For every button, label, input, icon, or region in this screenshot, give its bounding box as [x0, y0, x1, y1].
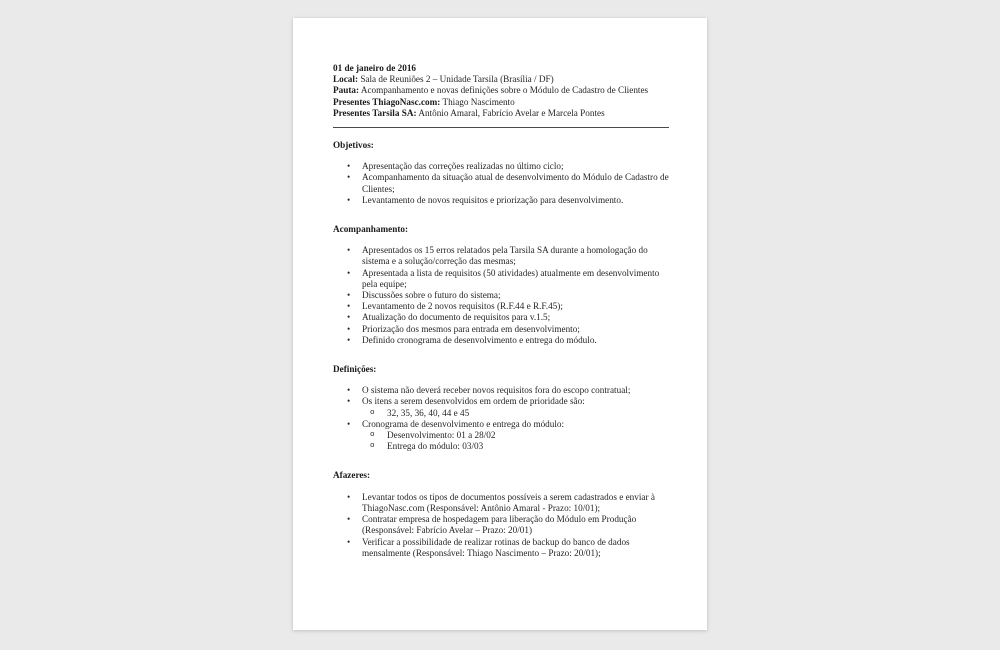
list-item: [333, 335, 669, 346]
header-field: [333, 74, 669, 85]
document-page: [293, 18, 707, 630]
section-title: Definições:: [333, 364, 377, 375]
list-item-text: Os itens a serem desenvolvidos em ordem de prioridade são:: [362, 396, 585, 407]
bullet-icon: •: [347, 418, 351, 429]
section-title: Afazeres:: [333, 470, 371, 481]
section-bullet-list: [333, 245, 669, 346]
bullet-icon: •: [347, 290, 351, 301]
header-fields: [333, 74, 669, 119]
list-item-text: Desenvolvimento: 01 a 28/02: [387, 430, 496, 441]
document-date: 01 de janeiro de 2016: [333, 63, 417, 73]
bullet-icon: •: [347, 536, 351, 547]
list-item: [333, 245, 669, 267]
list-item-text: Contratar empresa de hospedagem para liberação do Módulo em Produção (Responsável: Fabrício Avelar – Prazo: 20/01): [362, 514, 637, 536]
list-item: [333, 430, 669, 441]
list-item-text: Cronograma de desenvolvimento e entrega do módulo:: [362, 418, 565, 429]
meeting-minutes-document: [333, 63, 669, 559]
list-item-text: Entrega do módulo: 03/03: [387, 441, 484, 452]
bullet-icon: •: [347, 323, 351, 334]
header-field-label: Presentes ThiagoNasc.com:: [333, 96, 441, 107]
bullet-icon: •: [347, 334, 351, 345]
list-item: [333, 492, 669, 514]
header-field: [333, 97, 669, 108]
list-item-text: Apresentados os 15 erros relatados pela Tarsila SA durante a homologação do sistema e a solução/correção das mesmas;: [362, 245, 648, 267]
list-item-text: Acompanhamento da situação atual de desenvolvimento do Módulo de Cadastro de Clientes;: [362, 172, 669, 194]
list-item-text: Apresentação das correções realizadas no último ciclo;: [362, 161, 564, 172]
list-item-text: Apresentada a lista de requisitos (50 atividades) atualmente em desenvolvimento pela equipe;: [362, 267, 660, 289]
list-item-text: Definido cronograma de desenvolvimento e entrega do módulo.: [362, 334, 597, 345]
bullet-icon: •: [347, 194, 351, 205]
section-bullet-list: [333, 161, 669, 206]
list-item: [333, 537, 669, 559]
list-item-text: Atualização do documento de requisitos para v.1.5;: [362, 312, 551, 323]
list-item: [333, 514, 669, 536]
header-field-value: Thiago Nascimento: [440, 96, 515, 107]
circle-bullet-icon: o: [370, 431, 375, 440]
section-title: Acompanhamento:: [333, 224, 409, 235]
bullet-icon: •: [347, 312, 351, 323]
list-item: [333, 268, 669, 290]
list-item: [333, 301, 669, 312]
list-item-text: Levantamento de 2 novos requisitos (R.F.44 e R.F.45);: [362, 301, 563, 312]
list-item: [333, 385, 669, 396]
list-item: [333, 419, 669, 430]
list-item-text: Levantar todos os tipos de documentos possíveis a serem cadastrados e enviar à ThiagoNasc.com (Responsável: Antônio Amaral - Prazo: 10/01);: [362, 491, 655, 513]
header-divider: [333, 127, 669, 128]
header-field: [333, 108, 669, 119]
bullet-icon: •: [347, 385, 351, 396]
list-item: [333, 312, 669, 323]
circle-bullet-icon: o: [370, 408, 375, 417]
header-field-value: Acompanhamento e novas definições sobre o Módulo de Cadastro de Clientes: [359, 85, 649, 96]
list-item-text: Priorização dos mesmos para entrada em desenvolvimento;: [362, 323, 580, 334]
sections: [333, 140, 669, 559]
list-item: [333, 290, 669, 301]
header-field-label: Presentes Tarsila SA:: [333, 107, 417, 118]
header-field: [333, 85, 669, 96]
section-bullet-list: [333, 492, 669, 559]
bullet-icon: •: [347, 396, 351, 407]
header-field-value: Sala de Reuniões 2 – Unidade Tarsila (Brasília / DF): [358, 74, 554, 85]
list-item: [333, 172, 669, 194]
header-field-label: Pauta:: [333, 85, 360, 96]
header-field-label: Local:: [333, 74, 359, 85]
list-item: [333, 161, 669, 172]
list-item: [333, 195, 669, 206]
section-bullet-list: [333, 385, 669, 452]
bullet-icon: •: [347, 491, 351, 502]
header-field-value: Antônio Amaral, Fabrício Avelar e Marcela Pontes: [416, 107, 605, 118]
list-item-text: Discussões sobre o futuro do sistema;: [362, 290, 501, 301]
list-item-text: O sistema não deverá receber novos requisitos fora do escopo contratual;: [362, 385, 631, 396]
bullet-icon: •: [347, 172, 351, 183]
list-item: [333, 408, 669, 419]
list-item: [333, 324, 669, 335]
circle-bullet-icon: o: [370, 442, 375, 451]
bullet-icon: •: [347, 245, 351, 256]
bullet-icon: •: [347, 301, 351, 312]
bullet-icon: •: [347, 514, 351, 525]
list-item-text: Levantamento de novos requisitos e priorização para desenvolvimento.: [362, 194, 624, 205]
list-item: [333, 441, 669, 452]
list-item: [333, 396, 669, 407]
section-title: Objetivos:: [333, 140, 374, 151]
list-item-text: 32, 35, 36, 40, 44 e 45: [387, 407, 470, 418]
bullet-icon: •: [347, 267, 351, 278]
bullet-icon: •: [347, 161, 351, 172]
list-item-text: Verificar a possibilidade de realizar rotinas de backup do banco de dados mensalmente (Responsável: Thiago Nascimento – Prazo: 20/01);: [362, 536, 630, 558]
